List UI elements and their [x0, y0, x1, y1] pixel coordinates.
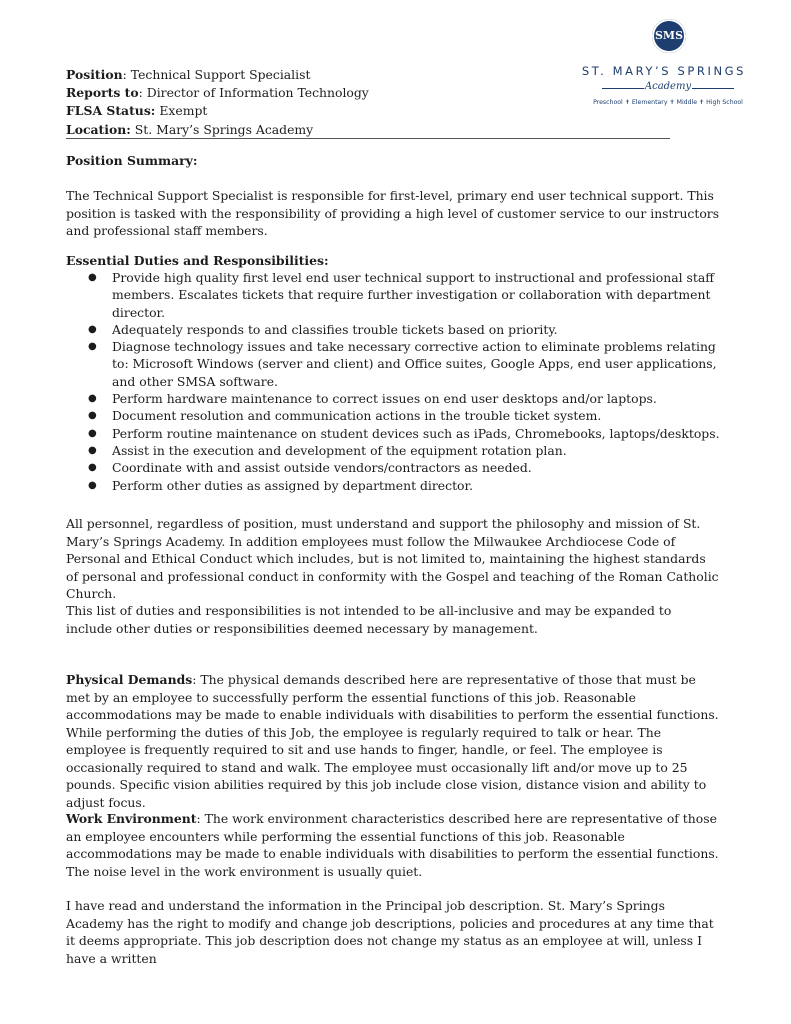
- duty-item-text: Assist in the execution and development of the equipment rotation plan.: [112, 442, 567, 458]
- duty-item: [66, 269, 726, 321]
- sms-seal-icon: SMS: [652, 19, 686, 53]
- work-environment-paragraph: [66, 810, 721, 880]
- bullet-icon: ●: [88, 410, 97, 422]
- flsa-row: FLSA Status: Exempt: [66, 103, 208, 119]
- header-divider: [66, 138, 670, 139]
- logo-subtitle-block: [588, 81, 748, 95]
- physical-demands-paragraph: [66, 671, 721, 811]
- mission-paragraph: All personnel, regardless of position, must understand and support the philosophy and mission of St. Mary’s Springs Academy. In addition employees must follow the Milwaukee Archdiocese Code of Personal and Ethical Conduct which includes, but is not limited to, maintaining the highest standards of personal and professional conduct in conformity with the Gospel and teaching of the Roman Catholic Church.: [66, 516, 719, 601]
- duty-item: [66, 477, 726, 494]
- duty-item-text: Perform hardware maintenance to correct issues on end user desktops and/or laptops.: [112, 391, 657, 407]
- list-disclaimer-paragraph: This list of duties and responsibilities is not intended to be all-inclusive and may be expanded to include other duties or responsibilities deemed necessary by management.: [66, 603, 672, 636]
- duty-item: [66, 338, 726, 390]
- reports-to-row: Reports to: Director of Information Technology: [66, 85, 369, 101]
- bullet-icon: ●: [88, 444, 97, 456]
- duty-item: [66, 407, 726, 424]
- duty-item-text: Perform routine maintenance on student devices such as iPads, Chromebooks, laptops/desktops.: [112, 425, 720, 441]
- work-environment-title: Work Environment: [66, 811, 197, 826]
- duty-item-text: Adequately responds to and classifies trouble tickets based on priority.: [112, 321, 558, 337]
- bullet-icon: ●: [88, 341, 97, 353]
- logo-subtitle: Academy: [644, 81, 692, 92]
- position-header: [66, 66, 369, 139]
- logo-right-rule: [692, 88, 734, 89]
- bullet-icon: ●: [88, 427, 97, 439]
- duty-item: [66, 390, 726, 407]
- position-row: Position: Technical Support Specialist: [66, 67, 311, 82]
- duty-item-text: Document resolution and communication actions in the trouble ticket system.: [112, 408, 602, 424]
- bullet-icon: ●: [88, 462, 97, 474]
- logo-school-name: ST. MARY’S SPRINGS: [581, 64, 747, 78]
- logo-tagline: Preschool ✝ Elementary ✝ Middle ✝ High School: [593, 99, 743, 106]
- duty-item-text: Provide high quality first level end user technical support to instructional and professional staff members. Escalates tickets that require further investigation or collaboration with department director.: [112, 270, 715, 320]
- school-logo: [581, 19, 748, 119]
- duty-item: [66, 459, 726, 476]
- duty-item-text: Coordinate with and assist outside vendors/contractors as needed.: [112, 460, 532, 476]
- duty-item: [66, 321, 726, 338]
- duties-title: Essential Duties and Responsibilities:: [66, 253, 329, 268]
- duty-item: [66, 425, 726, 442]
- duty-item-text: Diagnose technology issues and take necessary corrective action to eliminate problems relating to: Microsoft Windows (server and client) and Office suites, Google Apps, end user applications, and other SMSA software.: [112, 339, 717, 389]
- work-environment-text: : The work environment characteristics described here are representative of those an employee encounters while performing the essential functions of this job. Reasonable accommodations may be made to enable individuals with disabilities to perform the essential functions. The noise level in the work environment is usually quiet.: [66, 811, 719, 879]
- duties-list: [66, 269, 726, 494]
- duty-item-text: Perform other duties as assigned by department director.: [112, 477, 474, 493]
- bullet-icon: ●: [88, 323, 97, 335]
- bullet-icon: ●: [88, 272, 97, 283]
- bullet-icon: ●: [88, 393, 97, 405]
- summary-text: The Technical Support Specialist is responsible for first-level, primary end user technical support. This position is tasked with the responsibility of providing a high level of customer service to our instructors and professional staff members.: [66, 188, 720, 238]
- physical-demands-text: : The physical demands described here are representative of those that must be met by an employee to successfully perform the essential functions of this job. Reasonable accommodations may be made to enable individuals with disabilities to perform the essential functions. While performing the duties of this Job, the employee is regularly required to talk or hear. The employee is frequently required to sit and use hands to finger, handle, or feel. The employee is occasionally required to stand and walk. The employee must occasionally lift and/or move up to 25 pounds. Specific vision abilities required by this job include close vision, distance vision and ability to adjust focus.: [66, 672, 719, 810]
- acknowledgement-paragraph: I have read and understand the information in the Principal job description. St. Mary’s Springs Academy has the right to modify and change job descriptions, policies and procedures at any time that it deems appropriate. This job description does not change my status as an employee at will, unless I have a written: [66, 898, 714, 966]
- summary-title: Position Summary:: [66, 153, 198, 168]
- bullet-icon: ●: [88, 479, 97, 491]
- physical-demands-title: Physical Demands: [66, 672, 193, 687]
- duty-item: [66, 442, 726, 459]
- location-row: Location: St. Mary’s Springs Academy: [66, 121, 314, 137]
